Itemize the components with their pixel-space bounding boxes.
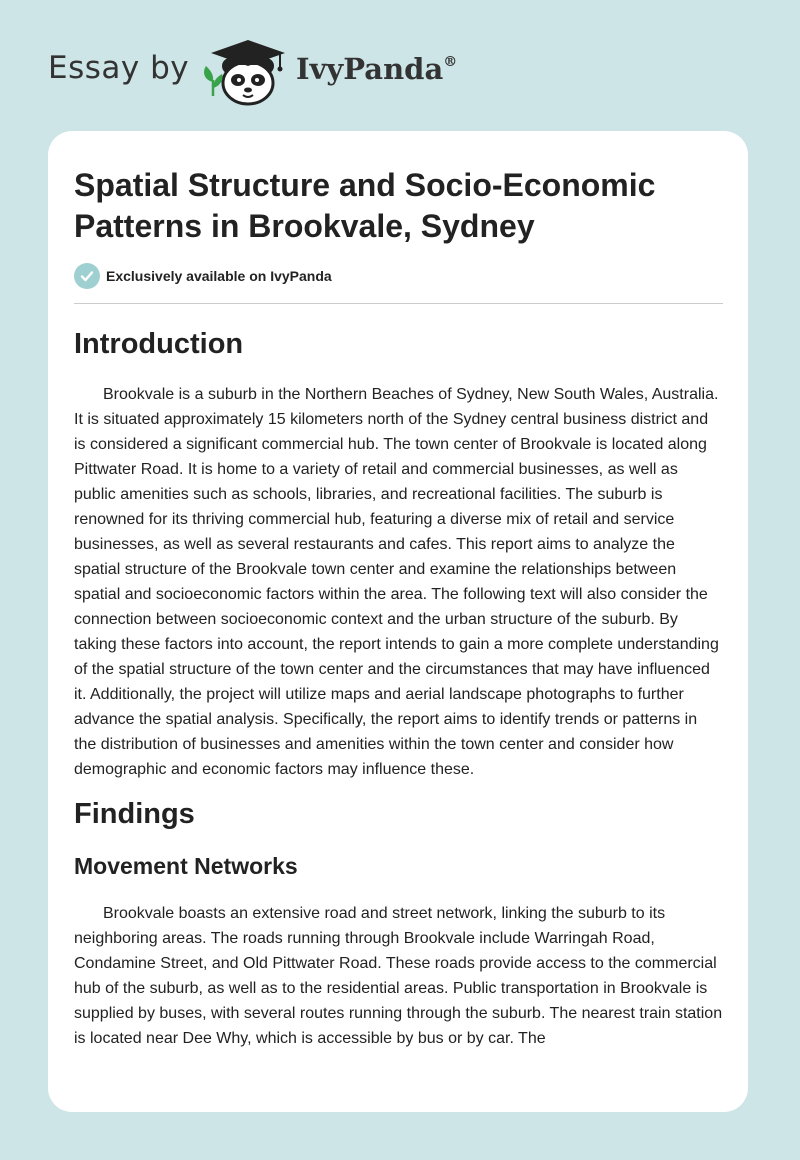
article-content (74, 324, 723, 1051)
exclusive-badge (74, 263, 332, 289)
introduction-heading: Introduction (74, 328, 244, 360)
essay-by-label: Essay by (48, 50, 190, 86)
ivy-leaf-icon (200, 62, 226, 98)
check-icon (74, 263, 100, 289)
article-card (48, 131, 748, 1112)
brand-name[interactable] (296, 52, 457, 86)
introduction-paragraph: Brookvale is a suburb in the Northern Beaches of Sydney, New South Wales, Australia. It is situated approximately 15 kilometers north of the Sydney central business district and is considered a significant commercial hub. The town center of Brookvale is located along Pittwater Road. It is home to a variety of retail and commercial businesses, as well as public amenities such as schools, libraries, and recreational facilities. The suburb is renowned for its thriving commercial hub, featuring a diverse mix of retail and service businesses, as well as several restaurants and cafes. This report aims to analyze the spatial structure of the Brookvale town center and examine the relationships between spatial and socioeconomic factors within the area. The following text will also consider the connection between socioeconomic context and the urban structure of the suburb. By taking these factors into account, the report intends to gain a more complete understanding of the spatial structure of the town center and the circumstances that may have influenced it. Additionally, the project will utilize maps and aerial landscape photographs to further advance the spatial analysis. Specifically, the report aims to identify trends or patterns in the distribution of businesses and amenities within the town center and consider how demographic and economic factors may influence these. (74, 386, 719, 778)
findings-heading: Findings (74, 798, 195, 830)
article-title: Spatial Structure and Socio-Economic Patterns in Brookvale, Sydney (74, 167, 656, 244)
movement-networks-heading: Movement Networks (74, 853, 298, 879)
brand-text: IvyPanda (296, 52, 444, 86)
brand-registered-mark: ® (443, 54, 458, 71)
exclusive-badge-text: Exclusively available on IvyPanda (106, 268, 332, 284)
title-divider (74, 303, 723, 304)
site-header (0, 0, 800, 130)
movement-networks-paragraph: Brookvale boasts an extensive road and street network, linking the suburb to its neighboring areas. The roads running through Brookvale include Warringah Road, Condamine Street, and Old Pittwater Road. These roads provide access to the commercial hub of the suburb, as well as to the residential areas. Public transportation in Brookvale is supplied by buses, with several routes running through the suburb. The nearest train station is located near Dee Why, which is accessible by bus or by car. The (74, 905, 723, 1047)
